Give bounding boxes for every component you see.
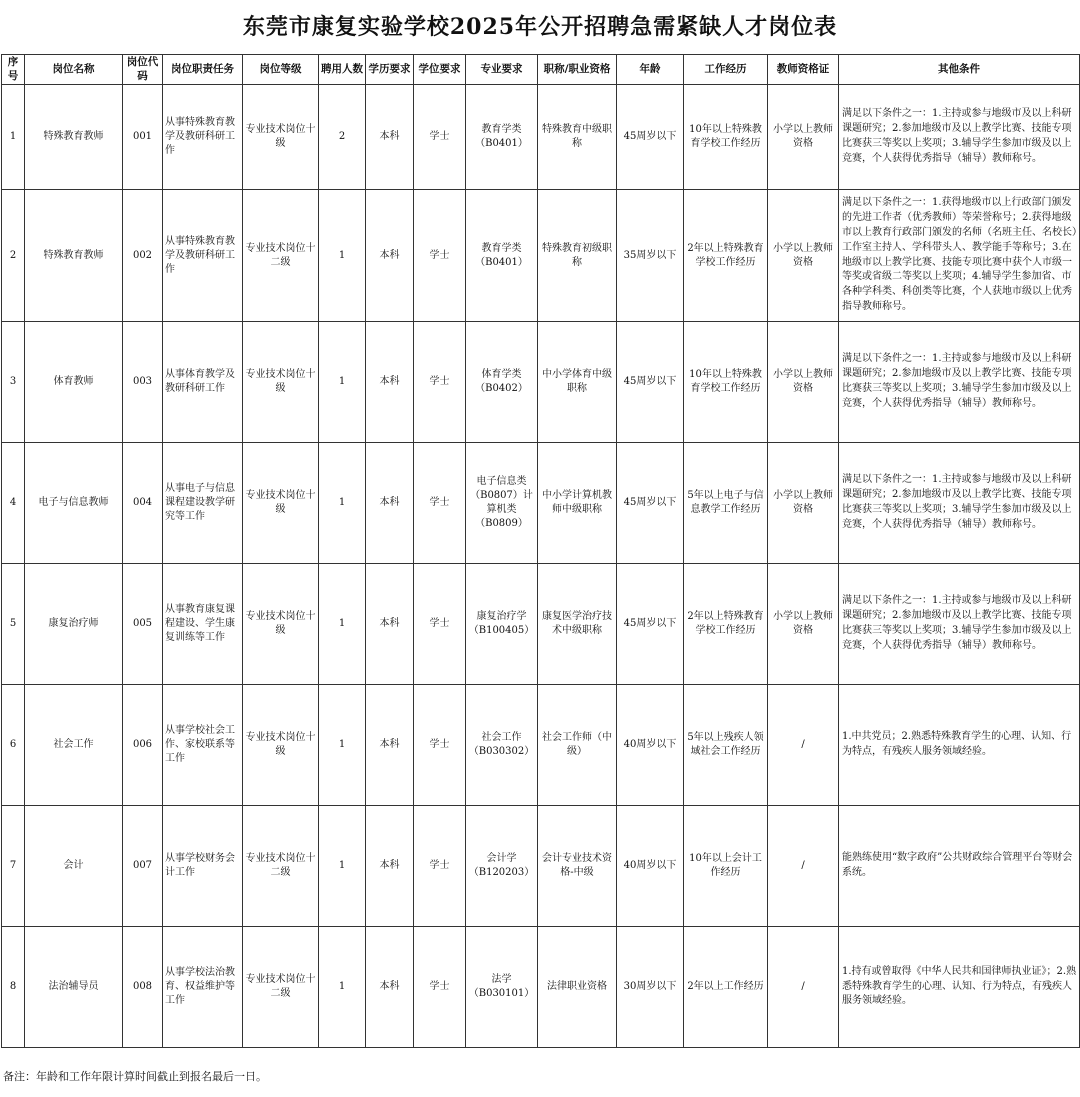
cell-major: 社会工作（B030302） — [466, 685, 538, 806]
cell-level: 专业技术岗位十二级 — [243, 806, 319, 927]
cell-seq: 1 — [2, 85, 25, 190]
cell-cert: 小学以上教师资格 — [768, 190, 839, 322]
table-row — [2, 685, 1080, 806]
cell-level: 专业技术岗位十级 — [243, 564, 319, 685]
table-row — [2, 806, 1080, 927]
table-row — [2, 927, 1080, 1048]
cell-cert: / — [768, 927, 839, 1048]
page-title: 东莞市康复实验学校2025年公开招聘急需紧缺人才岗位表 — [242, 14, 838, 40]
cell-edu: 本科 — [366, 85, 414, 190]
cell-edu: 本科 — [366, 806, 414, 927]
cell-code: 008 — [123, 927, 163, 1048]
cell-age: 40周岁以下 — [617, 685, 684, 806]
cell-code: 004 — [123, 443, 163, 564]
cell-code: 001 — [123, 85, 163, 190]
cell-level: 专业技术岗位十级 — [243, 322, 319, 443]
table-row — [2, 443, 1080, 564]
cell-name: 特殊教育教师 — [25, 85, 123, 190]
cell-exp: 2年以上特殊教育学校工作经历 — [684, 564, 768, 685]
cell-age: 30周岁以下 — [617, 927, 684, 1048]
cell-major: 法学（B030101） — [466, 927, 538, 1048]
cell-title-req: 中小学计算机教师中级职称 — [538, 443, 617, 564]
cell-exp: 10年以上特殊教育学校工作经历 — [684, 85, 768, 190]
header-other: 其他条件 — [839, 55, 1080, 85]
cell-name: 电子与信息教师 — [25, 443, 123, 564]
cell-title-req: 中小学体育中级职称 — [538, 322, 617, 443]
header-exp: 工作经历 — [684, 55, 768, 85]
cell-major: 教育学类（B0401） — [466, 190, 538, 322]
cell-count: 1 — [319, 190, 366, 322]
cell-other: 能熟练使用“数字政府”公共财政综合管理平台等财会系统。 — [839, 806, 1080, 927]
header-major: 专业要求 — [466, 55, 538, 85]
cell-seq: 8 — [2, 927, 25, 1048]
cell-exp: 2年以上特殊教育学校工作经历 — [684, 190, 768, 322]
cell-code: 005 — [123, 564, 163, 685]
cell-name: 社会工作 — [25, 685, 123, 806]
cell-seq: 4 — [2, 443, 25, 564]
cell-duty: 从事电子与信息课程建设教学研究等工作 — [163, 443, 243, 564]
cell-name: 特殊教育教师 — [25, 190, 123, 322]
cell-seq: 5 — [2, 564, 25, 685]
cell-age: 45周岁以下 — [617, 564, 684, 685]
cell-age: 35周岁以下 — [617, 190, 684, 322]
cell-count: 2 — [319, 85, 366, 190]
cell-count: 1 — [319, 443, 366, 564]
cell-name: 法治辅导员 — [25, 927, 123, 1048]
cell-name: 体育教师 — [25, 322, 123, 443]
cell-count: 1 — [319, 927, 366, 1048]
cell-count: 1 — [319, 806, 366, 927]
cell-title-req: 特殊教育初级职称 — [538, 190, 617, 322]
cell-duty: 从事教育康复课程建设、学生康复训练等工作 — [163, 564, 243, 685]
cell-code: 003 — [123, 322, 163, 443]
cell-major: 体育学类（B0402） — [466, 322, 538, 443]
header-degree: 学位要求 — [414, 55, 466, 85]
recruitment-table — [1, 54, 1080, 1048]
cell-title-req: 特殊教育中级职称 — [538, 85, 617, 190]
cell-cert: 小学以上教师资格 — [768, 564, 839, 685]
recruitment-table-container — [1, 54, 1080, 1048]
cell-other: 1.持有或曾取得《中华人民共和国律师执业证》；2.熟悉特殊教育学生的心理、认知、行为特点，有残疾人服务领域经验。 — [839, 927, 1080, 1048]
table-row — [2, 322, 1080, 443]
cell-edu: 本科 — [366, 190, 414, 322]
cell-title-req: 康复医学治疗技术中级职称 — [538, 564, 617, 685]
cell-exp: 2年以上工作经历 — [684, 927, 768, 1048]
cell-other: 满足以下条件之一：1.主持或参与地级市及以上科研课题研究；2.参加地级市及以上教学比赛、技能专项比赛获三等奖以上奖项；3.辅导学生参加市级及以上竞赛，个人获得优秀指导（辅导）教师称号。 — [839, 443, 1080, 564]
cell-cert: / — [768, 806, 839, 927]
cell-duty: 从事学校法治教育、权益维护等工作 — [163, 927, 243, 1048]
cell-seq: 6 — [2, 685, 25, 806]
header-edu: 学历要求 — [366, 55, 414, 85]
cell-exp: 5年以上残疾人领域社会工作经历 — [684, 685, 768, 806]
cell-edu: 本科 — [366, 443, 414, 564]
cell-code: 007 — [123, 806, 163, 927]
cell-other: 满足以下条件之一：1.获得地级市以上行政部门颁发的先进工作者（优秀教师）等荣誉称号；2.获得地级市以上教育行政部门颁发的名师（名班主任、名校长）工作室主持人、学科带头人、教学能手等称号；3.在地级市以上教学比赛、技能专项比赛中获个人市级一等奖或省级二等奖以上奖项；4.辅导学生参加省、市各种学科类、科创类等比赛，个人获地市级以上优秀指导教师称号。 — [839, 190, 1080, 322]
cell-level: 专业技术岗位十级 — [243, 443, 319, 564]
cell-duty: 从事体育教学及教研科研工作 — [163, 322, 243, 443]
cell-edu: 本科 — [366, 564, 414, 685]
cell-count: 1 — [319, 322, 366, 443]
cell-other: 1.中共党员；2.熟悉特殊教育学生的心理、认知、行为特点，有残疾人服务领域经验。 — [839, 685, 1080, 806]
cell-degree: 学士 — [414, 322, 466, 443]
cell-name: 会计 — [25, 806, 123, 927]
cell-degree: 学士 — [414, 685, 466, 806]
cell-edu: 本科 — [366, 927, 414, 1048]
cell-cert: 小学以上教师资格 — [768, 322, 839, 443]
cell-exp: 5年以上电子与信息教学工作经历 — [684, 443, 768, 564]
cell-duty: 从事学校财务会计工作 — [163, 806, 243, 927]
header-cert: 教师资格证 — [768, 55, 839, 85]
cell-major: 康复治疗学（B100405） — [466, 564, 538, 685]
header-name: 岗位名称 — [25, 55, 123, 85]
cell-seq: 7 — [2, 806, 25, 927]
cell-code: 002 — [123, 190, 163, 322]
cell-exp: 10年以上特殊教育学校工作经历 — [684, 322, 768, 443]
table-row — [2, 564, 1080, 685]
cell-degree: 学士 — [414, 806, 466, 927]
cell-edu: 本科 — [366, 322, 414, 443]
cell-name: 康复治疗师 — [25, 564, 123, 685]
cell-degree: 学士 — [414, 443, 466, 564]
table-row — [2, 190, 1080, 322]
cell-degree: 学士 — [414, 927, 466, 1048]
cell-title-req: 社会工作师（中级） — [538, 685, 617, 806]
cell-title-req: 会计专业技术资格-中级 — [538, 806, 617, 927]
cell-age: 45周岁以下 — [617, 443, 684, 564]
header-count: 聘用人数 — [319, 55, 366, 85]
cell-code: 006 — [123, 685, 163, 806]
cell-other: 满足以下条件之一：1.主持或参与地级市及以上科研课题研究；2.参加地级市及以上教学比赛、技能专项比赛获三等奖以上奖项；3.辅导学生参加市级及以上竞赛，个人获得优秀指导（辅导）教师称号。 — [839, 322, 1080, 443]
header-age: 年龄 — [617, 55, 684, 85]
header-level: 岗位等级 — [243, 55, 319, 85]
cell-count: 1 — [319, 685, 366, 806]
cell-cert: 小学以上教师资格 — [768, 443, 839, 564]
cell-edu: 本科 — [366, 685, 414, 806]
cell-duty: 从事学校社会工作、家校联系等工作 — [163, 685, 243, 806]
cell-age: 40周岁以下 — [617, 806, 684, 927]
cell-seq: 2 — [2, 190, 25, 322]
header-code: 岗位代码 — [123, 55, 163, 85]
cell-major: 电子信息类（B0807）计算机类（B0809） — [466, 443, 538, 564]
cell-level: 专业技术岗位十级 — [243, 685, 319, 806]
cell-title-req: 法律职业资格 — [538, 927, 617, 1048]
cell-other: 满足以下条件之一：1.主持或参与地级市及以上科研课题研究；2.参加地级市及以上教学比赛、技能专项比赛获三等奖以上奖项；3.辅导学生参加市级及以上竞赛，个人获得优秀指导（辅导）教师称号。 — [839, 85, 1080, 190]
cell-degree: 学士 — [414, 85, 466, 190]
cell-major: 教育学类（B0401） — [466, 85, 538, 190]
header-duty: 岗位职责任务 — [163, 55, 243, 85]
table-row — [2, 85, 1080, 190]
cell-exp: 10年以上会计工作经历 — [684, 806, 768, 927]
header-seq: 序号 — [2, 55, 25, 85]
cell-count: 1 — [319, 564, 366, 685]
header-title-req: 职称/职业资格 — [538, 55, 617, 85]
cell-major: 会计学（B120203） — [466, 806, 538, 927]
header-row — [2, 55, 1080, 85]
cell-duty: 从事特殊教育教学及教研科研工作 — [163, 85, 243, 190]
cell-cert: / — [768, 685, 839, 806]
remark-note: 备注：年龄和工作年限计算时间截止到报名最后一日。 — [3, 1070, 267, 1083]
cell-seq: 3 — [2, 322, 25, 443]
cell-age: 45周岁以下 — [617, 322, 684, 443]
cell-level: 专业技术岗位十二级 — [243, 190, 319, 322]
cell-age: 45周岁以下 — [617, 85, 684, 190]
cell-cert: 小学以上教师资格 — [768, 85, 839, 190]
cell-duty: 从事特殊教育教学及教研科研工作 — [163, 190, 243, 322]
cell-level: 专业技术岗位十二级 — [243, 927, 319, 1048]
cell-level: 专业技术岗位十级 — [243, 85, 319, 190]
cell-degree: 学士 — [414, 190, 466, 322]
cell-other: 满足以下条件之一：1.主持或参与地级市及以上科研课题研究；2.参加地级市及以上教学比赛、技能专项比赛获三等奖以上奖项；3.辅导学生参加市级及以上竞赛，个人获得优秀指导（辅导）教师称号。 — [839, 564, 1080, 685]
cell-degree: 学士 — [414, 564, 466, 685]
